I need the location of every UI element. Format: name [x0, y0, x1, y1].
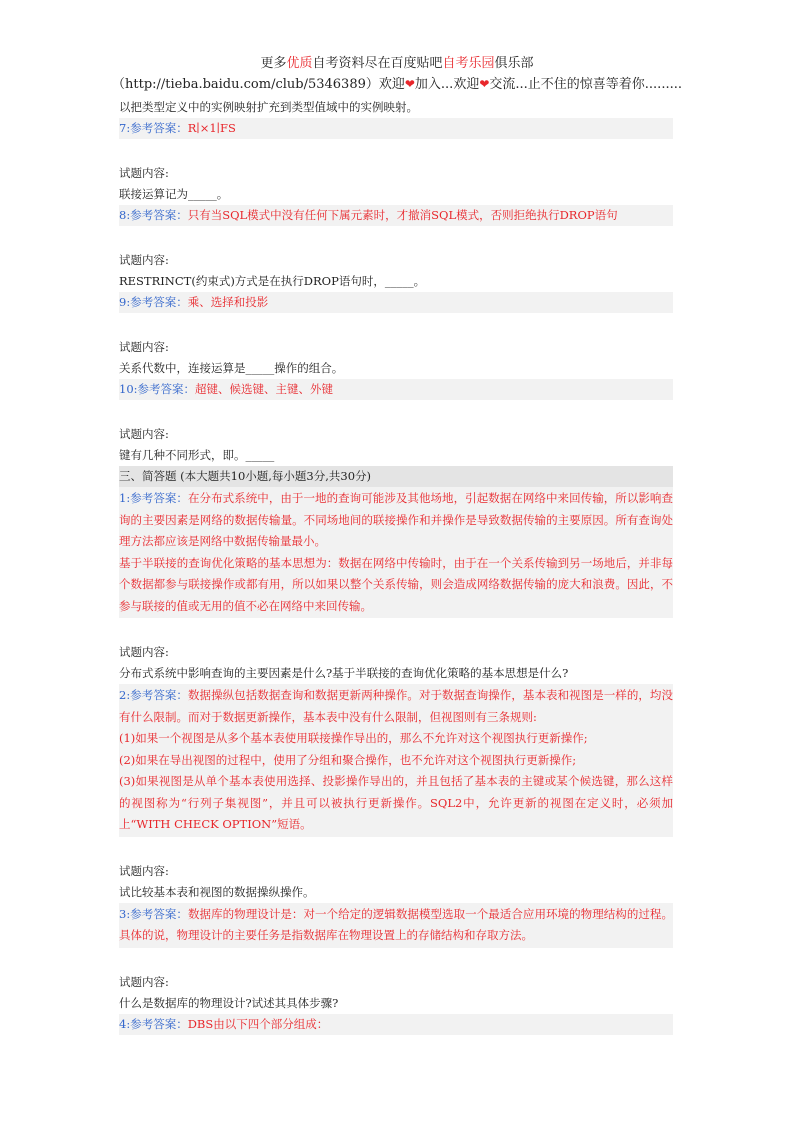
answer-label: 9:参考答案： — [119, 295, 188, 309]
question-text: 联接运算记为_____。 — [119, 187, 229, 201]
answer-4 — [119, 1014, 673, 1035]
page-header — [0, 53, 794, 95]
header-text: 自考资料尽在百度贴吧 — [312, 56, 443, 71]
question-label: 试题内容: — [119, 974, 169, 989]
answer-2 — [119, 684, 673, 837]
answer-text: DBS由以下四个部分组成： — [187, 1016, 329, 1031]
header-text: 加入...欢迎 — [414, 77, 480, 92]
answer-label: 2:参考答案： — [119, 688, 188, 702]
answer-label: 4:参考答案： — [119, 1016, 188, 1031]
question-label: 试题内容: — [119, 863, 169, 878]
document-body — [119, 97, 673, 1035]
answer-text: R∣×1∣FS — [187, 121, 236, 135]
answer-8 — [119, 205, 673, 226]
answer-label: 1:参考答案： — [119, 491, 188, 505]
question-text: RESTRINCT(约束式)方式是在执行DROP语句时，_____。 — [119, 274, 426, 288]
question-label: 试题内容: — [119, 340, 169, 354]
header-line-1 — [0, 53, 794, 74]
answer-label: 3:参考答案： — [119, 906, 188, 921]
answer-label: 7:参考答案： — [119, 121, 188, 135]
answer-paragraph — [119, 488, 673, 553]
question-text: 键有几种不同形式，即。_____ — [119, 448, 275, 462]
header-text: 交流...止不住的惊喜等着你......... — [489, 77, 682, 92]
question-text: 分布式系统中影响查询的主要因素是什么?基于半联接的查询优化策略的基本思想是什么? — [119, 666, 569, 680]
answer-paragraph — [119, 685, 673, 728]
answer-paragraph: (3)如果视图是从单个基本表使用选择、投影操作导出的，并且包括了基本表的主键或某个候选键，那么这样的视图称为“行列子集视图”，并且可以被执行更新操作。SQL2中，允许更新的视图在定义时，必须加上“WITH CHECK OPTION”短语。 — [119, 774, 673, 831]
answer-7 — [119, 118, 673, 139]
section-title: 三、简答题 (本大题共10小题,每小题3分,共30分) — [119, 466, 673, 487]
intro-line: 以把类型定义中的实例映射扩充到类型值域中的实例映射。 — [119, 100, 418, 114]
answer-text: 超键、候选键、主键、外键 — [195, 382, 334, 396]
question-label: 试题内容: — [119, 645, 169, 659]
question-text: 什么是数据库的物理设计?试述其具体步骤? — [119, 995, 339, 1010]
heart-icon: ❤ — [479, 77, 490, 91]
header-line-2 — [0, 74, 794, 95]
heart-icon: ❤ — [404, 77, 415, 91]
question-label: 试题内容: — [119, 166, 169, 180]
answer-text: 数据库的物理设计是：对一个给定的逻辑数据模型选取一个最适合应用环境的物理结构的过程。具体的说，物理设计的主要任务是指数据库在物理设置上的存储结构和存取方法。 — [119, 906, 673, 942]
answer-9 — [119, 292, 673, 313]
question-text: 试比较基本表和视图的数据操纵操作。 — [119, 884, 315, 899]
answer-3 — [119, 903, 673, 948]
answer-1 — [119, 487, 673, 618]
answer-paragraph: (2)如果在导出视图的过程中，使用了分组和聚合操作，也不允许对这个视图执行更新操作; — [119, 752, 577, 767]
answer-10 — [119, 379, 673, 400]
question-label: 试题内容: — [119, 427, 169, 441]
header-highlight: 自考乐园 — [442, 56, 495, 71]
header-link-text[interactable]: （http://tieba.baidu.com/club/5346389）欢迎 — [112, 77, 405, 92]
answer-label: 8:参考答案： — [119, 208, 188, 222]
question-text: 关系代数中，连接运算是_____操作的组合。 — [119, 361, 344, 375]
answer-paragraph: (1)如果一个视图是从多个基本表使用联接操作导出的，那么不允许对这个视图执行更新操作; — [119, 731, 588, 745]
header-text: 俱乐部 — [494, 56, 534, 71]
answer-text: 数据操纵包括数据查询和数据更新两种操作。对于数据查询操作，基本表和视图是一样的，均没有什么限制。而对于数据更新操作，基本表中没有什么限制，但视图则有三条规则: — [119, 688, 673, 724]
answer-text: 只有当SQL模式中没有任何下属元素时，才撤消SQL模式，否则拒绝执行DROP语句 — [187, 208, 618, 222]
answer-label: 10:参考答案： — [119, 382, 196, 396]
header-highlight: 优质 — [286, 56, 313, 71]
question-label: 试题内容: — [119, 253, 169, 267]
header-text: 更多 — [260, 56, 287, 71]
answer-text: 在分布式系统中，由于一地的查询可能涉及其他场地，引起数据在网络中来回传输，所以影响查询的主要因素是网络的数据传输量。不同场地间的联接操作和并操作是导致数据传输的主要原因。所有查询处理方法都应该是网络中数据传输量最小。 — [119, 491, 673, 548]
answer-text: 乘、选择和投影 — [187, 295, 269, 309]
answer-paragraph: 基于半联接的查询优化策略的基本思想为：数据在网络中传输时，由于在一个关系传输到另一场地后，并非每个数据都参与联接操作或都有用，所以如果以整个关系传输，则会造成网络数据传输的庞大和浪费。因此，不参与联接的值或无用的值不必在网络中来回传输。 — [119, 555, 673, 613]
answer-paragraph — [119, 904, 673, 947]
